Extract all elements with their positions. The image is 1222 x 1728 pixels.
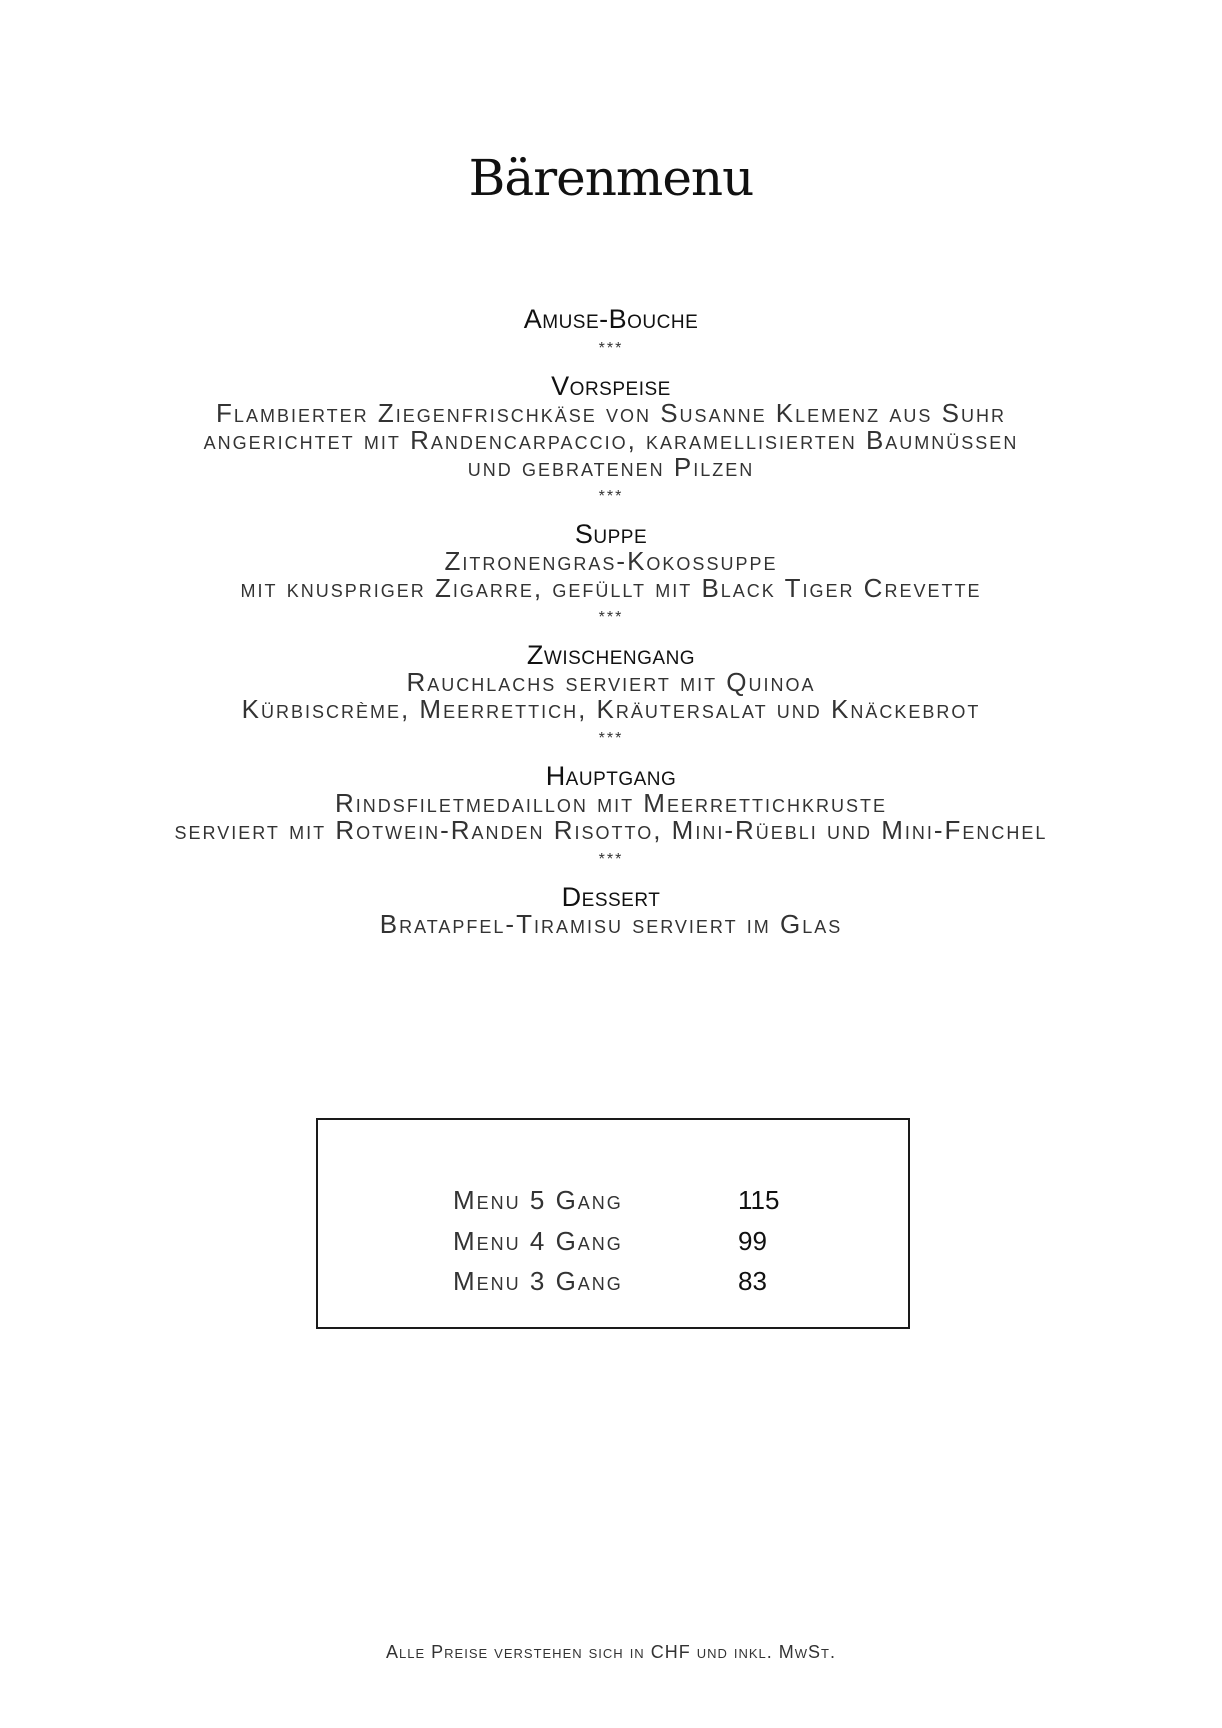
price-row bbox=[318, 1180, 908, 1220]
price-row bbox=[318, 1221, 908, 1261]
price-row bbox=[318, 1261, 908, 1301]
course-heading: Zwischengang bbox=[526, 640, 696, 670]
course-list bbox=[0, 306, 1222, 938]
price-value: 99 bbox=[738, 1226, 767, 1256]
course-vorspeise bbox=[0, 373, 1222, 481]
course-heading: Suppe bbox=[574, 519, 648, 549]
course-heading: Amuse-Bouche bbox=[523, 304, 699, 334]
course-description-line: Bratapfel-Tiramisu serviert im Glas bbox=[379, 909, 843, 939]
course-separator: *** bbox=[598, 488, 624, 505]
course-description-line: Rauchlachs serviert mit Quinoa bbox=[406, 667, 816, 697]
course-zwischengang bbox=[0, 642, 1222, 723]
course-dessert bbox=[0, 884, 1222, 938]
course-description-line: Rindsfiletmedaillon mit Meerrettichkruste bbox=[335, 788, 887, 818]
course-heading: Vorspeise bbox=[551, 371, 671, 401]
price-label: Menu 5 Gang bbox=[453, 1185, 623, 1215]
course-heading: Hauptgang bbox=[545, 761, 677, 791]
course-heading: Dessert bbox=[561, 882, 661, 912]
course-description-line: angerichtet mit Randencarpaccio, karamellisierten Baumnüssen bbox=[203, 425, 1019, 455]
course-suppe bbox=[0, 521, 1222, 602]
page-title: Bärenmenu bbox=[468, 149, 754, 207]
price-label: Menu 4 Gang bbox=[453, 1226, 623, 1256]
price-value: 115 bbox=[738, 1185, 780, 1215]
course-separator: *** bbox=[598, 851, 624, 868]
course-description-line: Flambierter Ziegenfrischkäse von Susanne Klemenz aus Suhr bbox=[216, 398, 1006, 428]
course-description-line: mit knuspriger Zigarre, gefüllt mit Black Tiger Crevette bbox=[240, 573, 982, 603]
course-separator: *** bbox=[598, 340, 624, 357]
course-amuse-bouche bbox=[0, 306, 1222, 333]
course-description-line: und gebratenen Pilzen bbox=[467, 452, 755, 482]
course-hauptgang bbox=[0, 763, 1222, 844]
price-footnote: Alle Preise verstehen sich in CHF und inkl. MwSt. bbox=[386, 1642, 836, 1662]
price-box bbox=[316, 1118, 910, 1329]
course-description-line: Zitronengras-Kokossuppe bbox=[444, 546, 778, 576]
price-label: Menu 3 Gang bbox=[453, 1266, 623, 1296]
course-description-line: Kürbiscrème, Meerrettich, Kräutersalat und Knäckebrot bbox=[241, 694, 981, 724]
course-description-line: serviert mit Rotwein-Randen Risotto, Mini-Rüebli und Mini-Fenchel bbox=[174, 815, 1048, 845]
course-separator: *** bbox=[598, 730, 624, 747]
price-value: 83 bbox=[738, 1266, 767, 1296]
course-separator: *** bbox=[598, 609, 624, 626]
